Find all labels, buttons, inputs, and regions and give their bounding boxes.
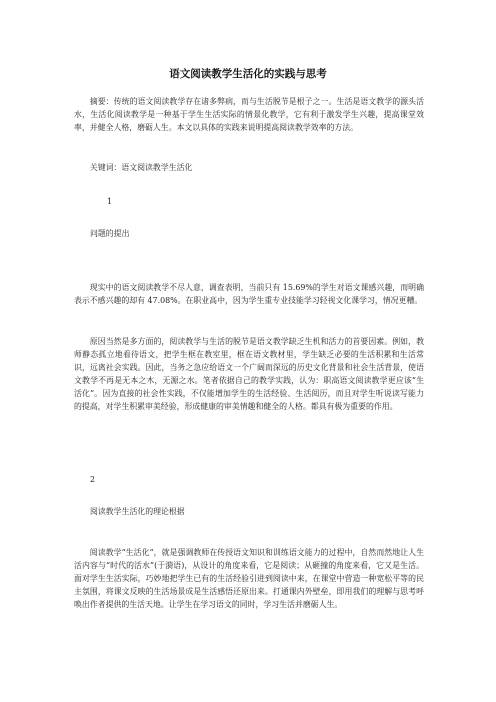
section-number: 2	[90, 475, 96, 484]
section-heading: 问题的提出	[90, 229, 130, 238]
body-paragraph: 阅读教学“生活化”，就是强调教师在传授语文知识和训练语文能力的过程中，自然而然地让人生活内容与“时代的活水”(于漪语)，从设计的角度来看，它是阅读；从砸撞的角度来看，它又是生活。面对学生生活实际，巧妙地把学生已有的生活经验引进到阅读中来，在课堂中营造一种宽松平等的民主氛围，将课文反映的生活场景成是生活感悟还原出来。打通课内外壁垒，即用我们的理解与思考呼唤出作者提供的生活天地。让学生在学习语文的同时，学习生活并磨砺人生。	[74, 548, 424, 609]
document-title: 语文阅读教学生活化的实践与思考	[169, 68, 327, 80]
body-paragraph: 原因当然是多方面的，阅读教学与生活的脱节是语文教学缺乏生机和活力的首要因素。例如，教师静态孤立地看待语文，把学生框在教室里，框在语文教材里，学生缺乏必要的生活积累和生活常识，远离社会实践。因此，当务之急应给语文一个广阔而深远的历史文化背景和社会生活背景，使语文教学不再是无本之木，无源之水。笔者依据自己的教学实践，认为：职高语文阅读教学更应该“生活化”。因为直接的社会性实践，不仅能增加学生的生活经验、生活阅历，而且对学生听说读写能力的提高，对学生积累审美经验，形成健康的审美情趣和健全的人格。都具有极为重要的作用。	[74, 337, 424, 411]
keywords-line: 关键词：语文阅读教学生活化	[89, 163, 193, 172]
abstract-paragraph: 摘要：传统的语文阅读教学存在诸多弊病，而与生活脱节是根子之一。生活是语文教学的源头活水，生活化阅读教学是一种基于学生生活实际的情景化教学，它有利于激发学生兴趣，提高课堂效率，并健全人格，磨砺人生。本文以具体的实践来说明提高阅读教学效率的方法。	[74, 97, 424, 132]
section-heading: 阅读教学生活化的理论根据	[90, 507, 185, 516]
section-number: 1	[107, 197, 113, 206]
body-paragraph: 现实中的语文阅读教学不尽人意，调查表明，当前只有 15.69%的学生对语文课感兴趣，而明确表示不感兴趣的却有 47.08%。在职业高中，因为学生重专业技能学习轻视文化课学习，情况更糟。	[74, 283, 424, 305]
